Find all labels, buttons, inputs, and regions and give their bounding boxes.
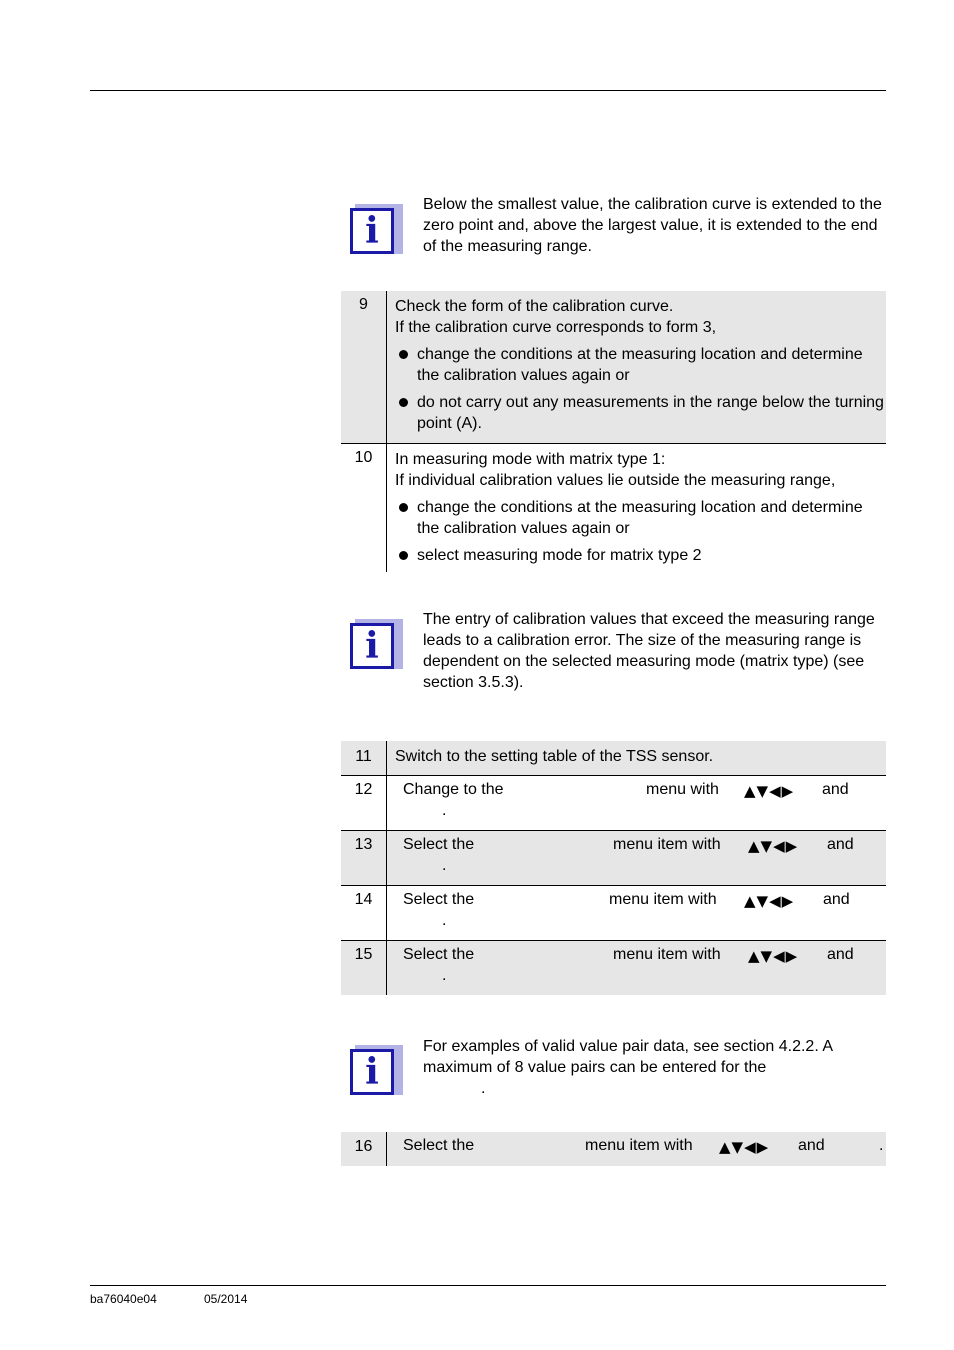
- step-text: Switch to the setting table of the TSS sensor.: [387, 741, 887, 776]
- step-text: Change to the: [403, 781, 504, 798]
- info-note-3: [341, 1036, 886, 1106]
- step-row-12: [341, 776, 886, 831]
- step-text: menu item with: [613, 836, 721, 853]
- step-text: Select the: [403, 891, 475, 908]
- info-note-1: [341, 194, 886, 264]
- step-text: Select the: [403, 836, 475, 853]
- bullet-item: change the conditions at the measuring location and determine the calibration values again or: [395, 497, 886, 539]
- step-text: and: [827, 836, 854, 853]
- step-number: 16: [341, 1132, 387, 1166]
- bullet-item: change the conditions at the measuring location and determine the calibration values again or: [395, 344, 886, 386]
- step-row-10: [341, 444, 886, 573]
- step-row-14: [341, 886, 886, 941]
- footer-doc-id: ba76040e04: [90, 1292, 157, 1306]
- bullet-item: do not carry out any measurements in the range below the turning point (A).: [395, 392, 886, 434]
- step-row-9: [341, 291, 886, 444]
- step-text: menu item with: [585, 1137, 693, 1154]
- note-text: Below the smallest value, the calibration curve is extended to the zero point and, above the largest value, it is extended to the end of the measuring range.: [423, 196, 882, 255]
- step-number: 15: [341, 941, 387, 996]
- step-text: Check the form of the calibration curve.: [395, 298, 674, 315]
- step-text: .: [442, 967, 447, 984]
- arrow-keys-icon: ▲▼◀▶: [748, 837, 799, 855]
- step-number: 9: [341, 291, 387, 444]
- step-text: .: [442, 802, 447, 819]
- bullet-item: select measuring mode for matrix type 2: [395, 545, 886, 566]
- step-row-11: [341, 741, 886, 776]
- footer-date: 05/2014: [204, 1292, 248, 1306]
- step-text: Select the: [403, 946, 475, 963]
- step-number: 12: [341, 776, 387, 831]
- info-icon: i: [350, 619, 404, 675]
- info-icon: i: [350, 204, 404, 260]
- step-text: and: [822, 781, 849, 798]
- step-number: 10: [341, 444, 387, 573]
- step-number: 14: [341, 886, 387, 941]
- step-row-16: [341, 1132, 886, 1166]
- step-text: If individual calibration values lie outside the measuring range,: [395, 472, 836, 489]
- step-text: .: [442, 857, 447, 874]
- step-text: .: [879, 1137, 884, 1154]
- step-text: Select the: [403, 1137, 475, 1154]
- info-note-2: [341, 609, 886, 699]
- info-icon: i: [350, 1045, 404, 1101]
- arrow-keys-icon: ▲▼◀▶: [719, 1138, 770, 1156]
- note-text: The entry of calibration values that exceed the measuring range leads to a calibration error. The size of the measuring range is dependent on the selected measuring mode (matrix type) (see section 3.5.3).: [423, 611, 875, 691]
- steps-table-16: [341, 1132, 886, 1166]
- note-text-end: .: [481, 1080, 486, 1097]
- step-row-13: [341, 831, 886, 886]
- step-number: 13: [341, 831, 387, 886]
- step-row-15: [341, 941, 886, 996]
- step-text: and: [823, 891, 850, 908]
- step-text: menu item with: [609, 891, 717, 908]
- step-text: In measuring mode with matrix type 1:: [395, 451, 666, 468]
- footer-rule: [90, 1285, 886, 1286]
- step-text: menu with: [646, 781, 719, 798]
- step-number: 11: [341, 741, 387, 776]
- arrow-keys-icon: ▲▼◀▶: [744, 782, 795, 800]
- step-text: If the calibration curve corresponds to form 3,: [395, 319, 717, 336]
- header-rule: [90, 90, 886, 91]
- arrow-keys-icon: ▲▼◀▶: [744, 892, 795, 910]
- steps-table-11-15: [341, 741, 886, 995]
- step-text: menu item with: [613, 946, 721, 963]
- steps-table-9-10: [341, 291, 886, 572]
- note-text: For examples of valid value pair data, see section 4.2.2. A maximum of 8 value pairs can be entered for the: [423, 1038, 833, 1076]
- step-text: and: [798, 1137, 825, 1154]
- arrow-keys-icon: ▲▼◀▶: [748, 947, 799, 965]
- step-text: and: [827, 946, 854, 963]
- step-text: .: [442, 912, 447, 929]
